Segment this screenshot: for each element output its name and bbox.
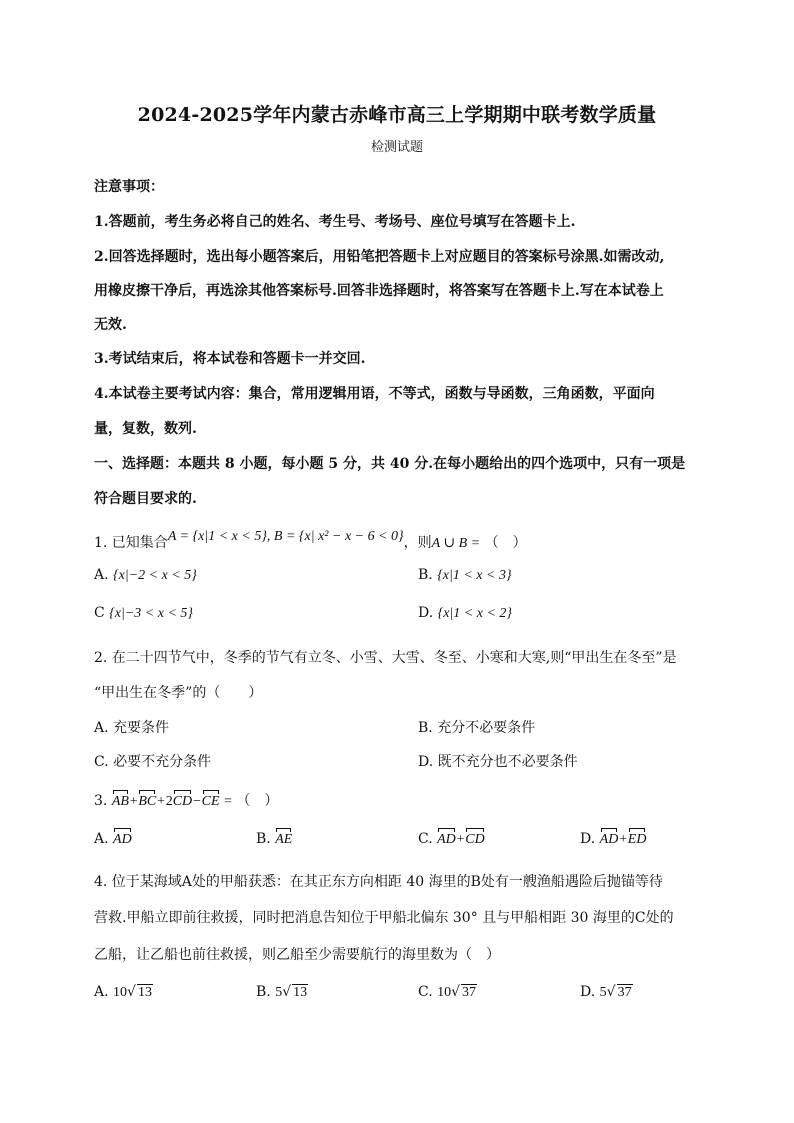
q3-option-b[interactable] xyxy=(256,831,292,848)
q3-option-a[interactable] xyxy=(94,831,132,848)
q1-paren: （ ） xyxy=(484,535,527,551)
option-label: C. xyxy=(418,831,433,847)
vector-ab: AB xyxy=(111,794,129,809)
radicand: 37 xyxy=(462,985,477,1000)
q4-option-a[interactable] xyxy=(94,984,153,1001)
vector-ad: AD xyxy=(113,832,132,847)
option-text: {x|−3 < x < 5} xyxy=(109,606,193,621)
option-text: {x|1 < x < 3} xyxy=(437,568,512,583)
vector-bc: BC xyxy=(138,794,157,809)
q4-stem-line-3: 乙船，让乙船也前往救援，则乙船至少需要航行的海里数为（ ） xyxy=(94,947,500,963)
note-1: 1.答题前，考生务必将自己的姓名、考生号、考场号、座位号填写在答题卡上. xyxy=(94,214,576,230)
vector-cd: CD xyxy=(172,794,193,809)
option-label: C. xyxy=(418,984,433,1000)
option-label: B. xyxy=(418,567,433,583)
option-label: C xyxy=(94,605,105,621)
notes-heading: 注意事项： xyxy=(94,179,164,195)
option-label: A. xyxy=(94,984,109,1000)
q2-option-a[interactable]: A. 充要条件 xyxy=(94,720,170,736)
note-3: 3.考试结束后，将本试卷和答题卡一并交回. xyxy=(94,351,366,367)
option-label: B. xyxy=(256,984,271,1000)
vector-ad: AD xyxy=(437,832,456,847)
q3-number: 3. xyxy=(94,793,108,809)
q1-option-c[interactable] xyxy=(94,605,193,622)
vector-cd: CD xyxy=(465,832,485,847)
minus-sign: − xyxy=(192,794,202,809)
q1-option-a[interactable] xyxy=(94,567,197,584)
vector-ce: CE xyxy=(201,794,220,809)
page-title: 2024-2025学年内蒙古赤峰市高三上学期期中联考数学质量 xyxy=(137,104,657,126)
q2-option-c[interactable]: C. 必要不充分条件 xyxy=(94,754,212,770)
section-heading-line-1: 一、选择题：本题共 8 小题，每小题 5 分，共 40 分.在每小题给出的四个选项中，只有一项是 xyxy=(94,456,686,472)
coefficient: 10 xyxy=(113,985,128,1000)
q1-expr: A ∪ B = xyxy=(431,536,481,551)
page-subtitle: 检测试题 xyxy=(370,140,423,155)
q3-option-d[interactable] xyxy=(580,831,646,848)
q4-option-b[interactable] xyxy=(256,984,308,1001)
coefficient: 2 xyxy=(165,794,173,809)
q4-stem-line-1: 4. 位于某海域A处的甲船获悉：在其正东方向相距 40 海里的B处有一艘渔船遇险后抛锚等待 xyxy=(94,874,663,890)
coefficient: 5 xyxy=(275,985,283,1000)
q1-option-d[interactable] xyxy=(418,605,512,622)
q1-stem xyxy=(94,529,527,552)
section-heading-line-2: 符合题目要求的. xyxy=(94,491,197,507)
plus-sign: + xyxy=(455,832,466,847)
radical-icon: √ xyxy=(127,984,136,1000)
option-text: {x|−2 < x < 5} xyxy=(113,568,197,583)
option-label: B. xyxy=(256,831,271,847)
radicand: 37 xyxy=(617,985,632,1000)
note-2-line-3: 无效. xyxy=(94,317,127,333)
option-text: {x|1 < x < 2} xyxy=(437,606,513,621)
q2-stem-line-1: 2. 在二十四节气中，冬季的节气有立冬、小雪、大雪、冬至、小寒和大寒,则“甲出生在冬至”是 xyxy=(94,650,677,666)
option-label: A. xyxy=(94,567,109,583)
plus-sign: + xyxy=(156,794,166,809)
note-2-line-1: 2.回答选择题时，选出每小题答案后，用铅笔把答题卡上对应题目的答案标号涂黑.如需改动, xyxy=(94,249,665,265)
radicand: 13 xyxy=(137,985,152,1000)
vector-ed: ED xyxy=(627,832,647,847)
option-label: D. xyxy=(580,984,596,1000)
q2-option-d[interactable]: D. 既不充分也不必要条件 xyxy=(418,754,578,770)
option-label: A. xyxy=(94,831,109,847)
plus-sign: + xyxy=(128,794,139,809)
q1-prefix: 1. 已知集合 xyxy=(94,535,168,551)
q1-suffix: ，则 xyxy=(403,535,432,551)
plus-sign: + xyxy=(618,832,628,847)
q1-option-b[interactable] xyxy=(418,567,512,584)
note-4-line-1: 4.本试卷主要考试内容：集合，常用逻辑用语，不等式，函数与导函数，三角函数，平面向 xyxy=(94,386,655,402)
radical-icon: √ xyxy=(451,984,461,1000)
radicand: 13 xyxy=(293,985,308,1000)
coefficient: 5 xyxy=(599,985,607,1000)
vector-ae: AE xyxy=(275,832,293,847)
radical-icon: √ xyxy=(282,984,292,1000)
option-label: D. xyxy=(418,605,434,621)
q4-option-c[interactable] xyxy=(418,984,477,1001)
q2-option-b[interactable]: B. 充分不必要条件 xyxy=(418,720,536,736)
q2-stem-line-2: “甲出生在冬季”的（ ） xyxy=(94,685,263,701)
q4-stem-line-2: 营救.甲船立即前往救援，同时把消息告知位于甲船北偏东 30° 且与甲船相距 30 海里的C处的 xyxy=(94,910,674,926)
q3-option-c[interactable] xyxy=(418,831,485,848)
note-4-line-2: 量，复数，数列. xyxy=(94,421,197,437)
q3-paren: （ ） xyxy=(236,793,279,809)
q1-sets: A = {x|1 < x < 5}, B = {x| x² − x − 6 < 0} xyxy=(167,529,404,544)
equals-sign: = xyxy=(223,794,232,809)
coefficient: 10 xyxy=(437,985,452,1000)
note-2-line-2: 用橡皮擦干净后，再选涂其他答案标号.回答非选择题时，将答案写在答题卡上.写在本试卷上 xyxy=(94,283,664,299)
q3-stem xyxy=(94,790,278,810)
vector-ad: AD xyxy=(599,832,619,847)
q4-option-d[interactable] xyxy=(580,984,633,1001)
option-label: D. xyxy=(580,831,596,847)
radical-icon: √ xyxy=(606,984,616,1000)
